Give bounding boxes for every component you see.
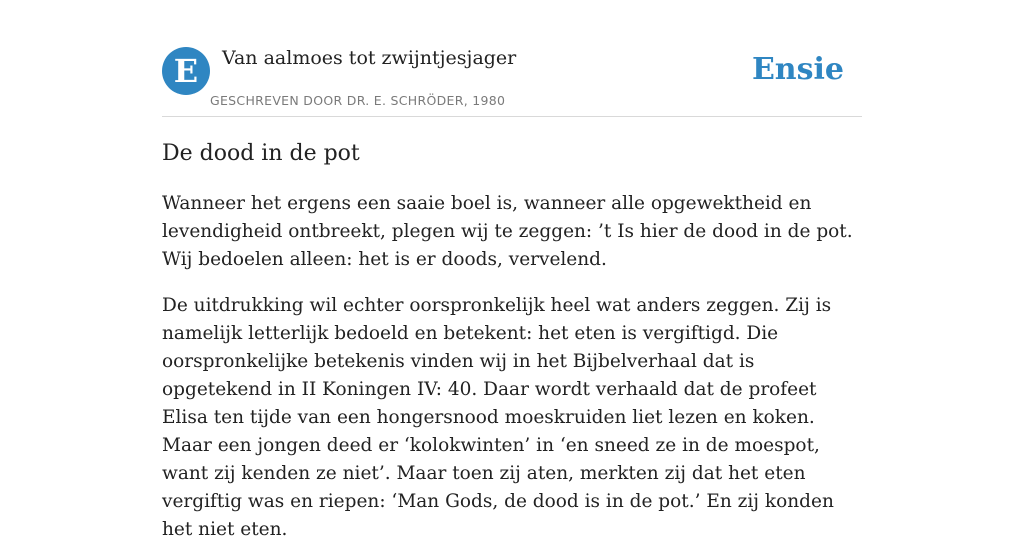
article-paragraph: Wanneer het ergens een saaie boel is, wanneer alle opgewektheid en levendigheid ontbreekt, plegen wij te zeggen: ’t Is hier de dood in de pot. Wij bedoelen alleen: het is er doods, vervelend. — [162, 193, 853, 270]
ensie-logo-icon[interactable]: E — [162, 47, 210, 95]
header — [162, 46, 862, 117]
article — [162, 138, 866, 544]
article-title: De dood in de pot — [162, 141, 360, 166]
author-byline: GESCHREVEN DOOR DR. E. SCHRÖDER, 1980 — [210, 93, 506, 108]
article-paragraph: De uitdrukking wil echter oorspronkelijk heel wat anders zeggen. Zij is namelijk letterlijk bedoeld en betekent: het eten is vergiftigd. Die oorspronkelijke betekenis vinden wij in het Bijbelverhaal dat is opgetekend in II Koningen IV: 40. Daar wordt verhaald dat de profeet Elisa ten tijde van een hongersnood moeskruiden liet lezen en koken. Maar een jongen deed er ‘kolokwinten’ in ‘en sneed ze in de moespot, want zij kenden ze niet’. Maar toen zij aten, merkten zij dat het eten vergiftig was en riepen: ‘Man Gods, de dood is in de pot.’ En zij konden het niet eten. — [162, 295, 834, 540]
book-title-link[interactable]: Van aalmoes tot zwijntjesjager — [222, 47, 517, 69]
brand-logo-link[interactable]: Ensie — [751, 52, 844, 87]
